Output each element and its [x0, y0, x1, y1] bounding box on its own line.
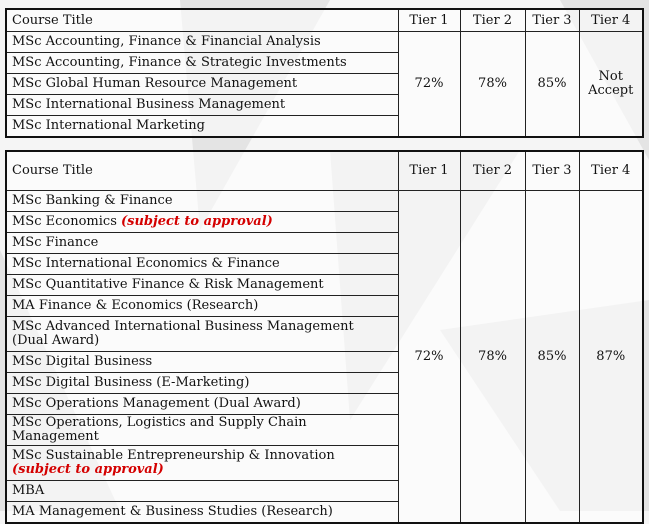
course-name-text: MSc Economics — [12, 214, 121, 229]
tier-4-header: Tier 4 — [579, 9, 643, 32]
course-name-text: MSc Operations Management (Dual Award) — [12, 396, 301, 411]
course-name-text: MA Management & Business Studies (Research) — [12, 504, 333, 519]
course-name: MSc International Business Management — [6, 95, 398, 116]
course-name — [6, 212, 398, 233]
course-name — [6, 296, 398, 317]
tier-2-value: 78% — [460, 32, 525, 138]
course-name: MSc International Marketing — [6, 116, 398, 138]
tier-2-header: Tier 2 — [460, 9, 525, 32]
approval-note: (subject to approval) — [12, 462, 164, 477]
course-name — [6, 352, 398, 373]
course-name-text: MSc Sustainable Entrepreneurship & Innovation — [12, 448, 335, 463]
course-name — [6, 446, 398, 481]
tier-4-header: Tier 4 — [579, 151, 643, 191]
course-name — [6, 233, 398, 254]
course-name-text: MSc Operations, Logistics and Supply Chain Management — [12, 415, 307, 444]
tier-4-value: 87% — [579, 191, 643, 524]
course-title-header: Course Title — [6, 151, 398, 191]
table-row — [6, 191, 643, 212]
course-name-text: MBA — [12, 483, 45, 498]
tier-3-header: Tier 3 — [525, 151, 579, 191]
course-name-text: MSc Quantitative Finance & Risk Management — [12, 277, 324, 292]
tier-2-value: 78% — [460, 191, 525, 524]
tier-1-header: Tier 1 — [398, 9, 460, 32]
course-name — [6, 191, 398, 212]
course-name-text: MSc Finance — [12, 235, 99, 250]
header-row — [6, 9, 643, 32]
course-title-header: Course Title — [6, 9, 398, 32]
tier-1-value: 72% — [398, 191, 460, 524]
course-name — [6, 373, 398, 394]
course-name-text: MSc International Economics & Finance — [12, 256, 280, 271]
tier-3-value: 85% — [525, 191, 579, 524]
course-name — [6, 275, 398, 296]
course-name-text: MSc Banking & Finance — [12, 193, 173, 208]
tier-table-2 — [5, 150, 644, 524]
course-name — [6, 415, 398, 446]
course-name-text: MSc Digital Business — [12, 354, 153, 369]
course-name: MSc Global Human Resource Management — [6, 74, 398, 95]
tier-4-value: Not Accept — [579, 32, 643, 138]
tier-3-header: Tier 3 — [525, 9, 579, 32]
table-row — [6, 32, 643, 53]
tier-3-value: 85% — [525, 32, 579, 138]
course-name — [6, 394, 398, 415]
course-name: MSc Accounting, Finance & Strategic Investments — [6, 53, 398, 74]
course-name-text: MSc Advanced International Business Management (Dual Award) — [12, 319, 354, 348]
course-name — [6, 317, 398, 352]
tier-1-value: 72% — [398, 32, 460, 138]
course-name-text: MA Finance & Economics (Research) — [12, 298, 259, 313]
course-name — [6, 254, 398, 275]
tier-1-header: Tier 1 — [398, 151, 460, 191]
approval-note: (subject to approval) — [121, 214, 273, 229]
course-name — [6, 481, 398, 502]
course-name-text: MSc Digital Business (E-Marketing) — [12, 375, 250, 390]
header-row — [6, 151, 643, 191]
course-name: MSc Accounting, Finance & Financial Analysis — [6, 32, 398, 53]
course-name — [6, 502, 398, 524]
tier-2-header: Tier 2 — [460, 151, 525, 191]
tier-table-1 — [5, 8, 644, 138]
